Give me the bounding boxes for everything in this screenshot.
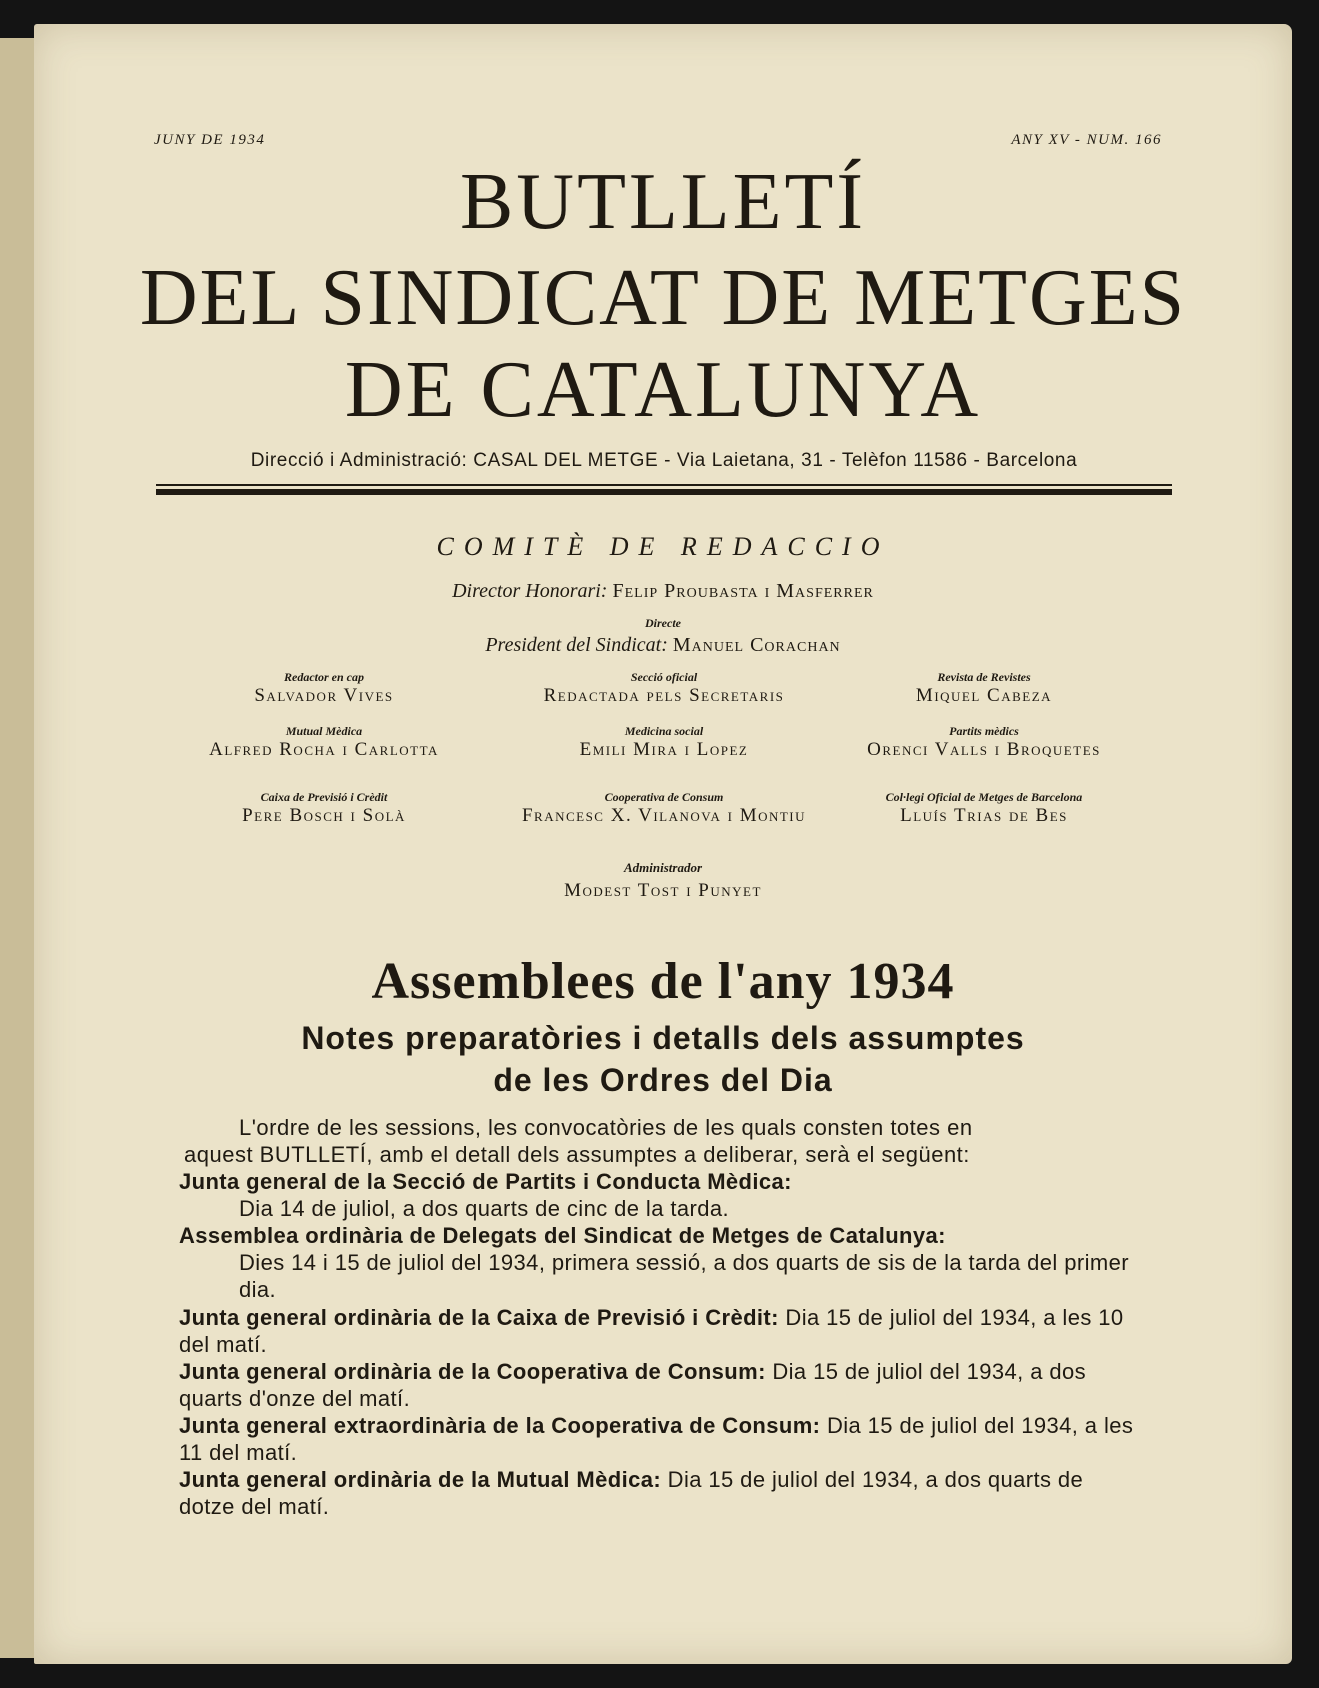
director-honorari-label: Director Honorari: xyxy=(452,580,608,602)
article-headline: Assemblees de l'any 1934 xyxy=(371,953,955,1010)
member-role: Cooperativa de Consum xyxy=(604,790,724,804)
member-name: Orenci Valls i Broquetes xyxy=(867,739,1101,761)
member-role: Secció oficial xyxy=(630,670,698,684)
director-honorari-name: Felip Proubasta i Masferrer xyxy=(612,580,874,602)
member-role: Caixa de Previsió i Crèdit xyxy=(260,790,388,804)
masthead-rule xyxy=(156,484,1172,495)
agenda-entry xyxy=(179,1168,1139,1222)
member-name: Pere Bosch i Solà xyxy=(242,805,406,827)
agenda-entry xyxy=(179,1466,1139,1520)
president-label: President del Sindicat: xyxy=(485,634,668,656)
masthead-title-line2: DEL SINDICAT DE METGES xyxy=(139,254,1187,342)
masthead-title-line1: BUTLLETÍ xyxy=(459,158,867,246)
administrator-name: Modest Tost i Punyet xyxy=(564,880,762,901)
agenda-entry xyxy=(179,1358,1139,1412)
committee-member xyxy=(804,790,1164,829)
member-name: Alfred Rocha i Carlotta xyxy=(209,739,439,761)
agenda-entry-text: Dia 15 de juliol del 1934, a les 11 del matí. xyxy=(179,1413,1134,1465)
member-role: Redactor en cap xyxy=(284,670,364,684)
committee-member xyxy=(144,670,504,709)
article-subhead-line1: Notes preparatòries i detalls dels assumptes xyxy=(301,1020,1025,1056)
member-name: Redactada pels Secretaris xyxy=(543,685,785,707)
agenda-entry-text: Dia 15 de juliol del 1934, a les 10 del matí. xyxy=(179,1305,1124,1357)
committee-member xyxy=(484,724,844,763)
agenda-entry-text: Dia 15 de juliol del 1934, a dos quarts d'onze del matí. xyxy=(179,1359,1087,1411)
agenda-entry-title: Junta general ordinària de la Caixa de Previsió i Crèdit: xyxy=(179,1305,779,1330)
member-name: Salvador Vives xyxy=(254,685,394,707)
article-subhead-line2: de les Ordres del Dia xyxy=(493,1062,833,1098)
agenda-entry xyxy=(179,1222,1139,1303)
agenda-entry-title: Junta general ordinària de la Cooperativa de Consum: xyxy=(179,1359,766,1384)
issue-date: JUNY DE 1934 xyxy=(154,132,266,148)
president-name: Manuel Corachan xyxy=(672,634,841,656)
committee-member xyxy=(804,724,1164,763)
member-role: Partits mèdics xyxy=(949,724,1019,738)
member-name: Miquel Cabeza xyxy=(915,685,1053,707)
agenda-entry-title: Junta general ordinària de la Mutual Mèdica: xyxy=(179,1467,662,1492)
member-role: Col·legi Oficial de Metges de Barcelona xyxy=(885,790,1083,804)
agenda-entry-title: Junta general extraordinària de la Cooperativa de Consum: xyxy=(179,1413,821,1438)
masthead-title-line3: DE CATALUNYA xyxy=(344,346,982,434)
agenda-entry xyxy=(179,1412,1139,1466)
agenda-entry-text: Dies 14 i 15 de juliol del 1934, primera sessió, a dos quarts de sis de la tarda del primer dia. xyxy=(239,1250,1129,1302)
president-line xyxy=(34,634,1292,657)
committee-member xyxy=(804,670,1164,709)
publisher-address: Direcció i Administració: CASAL DEL METGE - Via Laietana, 31 - Telèfon 11586 - Barcelona xyxy=(250,450,1078,471)
agenda-entry-text: Dia 14 de juliol, a dos quarts de cinc de la tarda. xyxy=(239,1196,730,1221)
committee-member xyxy=(144,790,504,829)
issue-number: ANY XV - NUM. 166 xyxy=(1011,132,1162,148)
binding-edge xyxy=(0,38,37,1658)
member-name: Emili Mira i Lopez xyxy=(579,739,749,761)
director-honorari-line xyxy=(34,580,1292,603)
member-role: Medicina social xyxy=(624,724,704,738)
committee-member xyxy=(484,670,844,709)
member-name: Francesc X. Vilanova i Montiu xyxy=(521,805,807,827)
member-name: Lluís Trias de Bes xyxy=(900,805,1068,827)
committee-member xyxy=(484,790,844,829)
directe-label: Directe xyxy=(645,616,681,630)
agenda-entry-text: Dia 15 de juliol del 1934, a dos quarts de dotze del matí. xyxy=(179,1467,1084,1519)
committee-member xyxy=(144,724,504,763)
intro-line2: aquest BUTLLETÍ, amb el detall dels assumptes a deliberar, serà el següent: xyxy=(184,1142,970,1167)
agenda-entry-title: Assemblea ordinària de Delegats del Sindicat de Metges de Catalunya: xyxy=(179,1223,946,1248)
agenda-entry-title: Junta general de la Secció de Partits i Conducta Mèdica: xyxy=(179,1169,792,1194)
agenda-entry xyxy=(179,1304,1139,1358)
document-page xyxy=(34,24,1292,1664)
member-role: Mutual Mèdica xyxy=(285,724,363,738)
intro-line1: L'ordre de les sessions, les convocatòries de les quals consten totes en xyxy=(239,1115,973,1140)
committee-heading: COMITÈ DE REDACCIO xyxy=(436,532,890,561)
member-role: Revista de Revistes xyxy=(937,670,1031,684)
administrator-label: Administrador xyxy=(623,860,703,875)
